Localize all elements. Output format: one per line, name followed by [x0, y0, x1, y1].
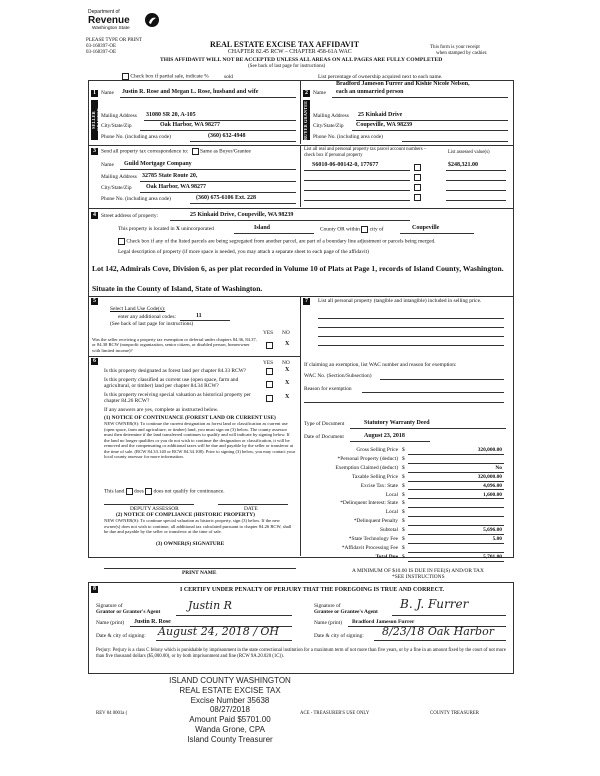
tax-row-dollar: $ [402, 518, 405, 525]
buyer-name-line2: each an unmarried person [336, 89, 404, 95]
partial-sale-label: Check box if partial sale, indicate % [130, 73, 209, 80]
parcel-header: List all real and personal property tax parcel account numbers – check box if personal property [304, 147, 427, 158]
section-7-number: 7 [305, 298, 308, 304]
tax-row-label: *Delinquent Interest: State [340, 500, 398, 507]
tax-row-dollar: $ [402, 447, 405, 453]
partial-sale-sold: sold [224, 73, 234, 80]
county-or-label: County OR within city of [320, 226, 384, 233]
notice-compliance-text: NEW OWNER(S): To continue special valuation as historic property, sign (3) below. If the new owner(s) does not wish to continue, all additional tax calculated pursuant to chapter 84.26 RCW, shall be due and payable by the seller or transferor at the time of sale. [104, 518, 292, 534]
dor-logo [88, 10, 160, 38]
tax-phone: (360) 675-6106 Ext. 228 [196, 195, 256, 201]
tax-city-label: City/State/Zip [101, 185, 132, 191]
tax-row-label: *Personal Property (deduct) [337, 455, 398, 462]
no-header-6: NO [282, 360, 290, 366]
assessed-value: $248,321.00 [448, 162, 478, 168]
seller-city: Oak Harbor, WA 98277 [160, 122, 221, 128]
exemption-yes-checkbox[interactable] [266, 342, 273, 349]
tax-row [304, 446, 504, 455]
stamp-line-7: Island County Treasurer [187, 734, 273, 744]
parcel-number: S6010-06-00142-0, 177677 [312, 162, 379, 168]
current-use-no-answer[interactable]: X [285, 380, 290, 386]
land-use-code: 11 [196, 313, 202, 319]
tax-row-label: Total Due [375, 553, 398, 560]
tax-row-value: 5.00 [492, 536, 502, 542]
forest-no-answer[interactable]: X [285, 367, 290, 373]
tax-row-label: Excise Tax: State [360, 482, 398, 489]
tax-row-dollar: $ [402, 491, 405, 498]
any-yes-note: If any answers are yes, complete as instructed below. [104, 407, 219, 413]
seller-mailing: 31080 SR 20, A-105 [146, 112, 196, 118]
buyer-phone-label: Phone No. (including area code) [313, 134, 383, 140]
land-does-checkbox[interactable] [126, 488, 133, 495]
tax-row [304, 535, 504, 544]
tax-name-label: Name [101, 162, 114, 168]
tax-row-value: 5,696.00 [483, 527, 502, 534]
grantee-sig-label1: Signature of [314, 603, 341, 609]
receipt-note-1: This form is your receipt [430, 45, 480, 50]
tax-row [304, 464, 504, 473]
perjury-note: Perjury: Perjury is a class C felony which is punishable by imprisonment in the state correctional institution for a maximum term of not more than five years, or by a fine in an amount fixed by the court of not more than five thousand dollars ($5,000.00), or by both imprisonment and fine (RCW 9A.20.020 (1C)). [96, 648, 506, 659]
tax-row [304, 526, 504, 535]
additional-codes-label: enter any additional codes: [118, 314, 176, 320]
tax-row [304, 508, 504, 517]
historic-no-answer[interactable]: X [285, 394, 290, 400]
yes-header-5: YES [263, 330, 274, 336]
seller-mailing-label: Mailing Address [101, 113, 137, 119]
current-use-question: Is this property classified as current use (open space, farm and agricultural, or timber) land per chapter 84.34 RCW? [104, 377, 239, 390]
tax-row-value: 5,701.00 [483, 553, 502, 560]
buyer-city-label: City/State/Zip [313, 123, 344, 129]
land-use-label: Select Land Use Code(s): [110, 306, 166, 312]
tax-row [304, 491, 504, 500]
within-city-checkbox[interactable] [361, 226, 368, 233]
grantor-sig-label1: Signature of [96, 603, 123, 609]
tax-name: Guild Mortgage Company [124, 161, 192, 167]
section-1-number: 1 [93, 90, 96, 96]
ownership-note: List percentage of ownership acquired next to each name. [318, 74, 443, 80]
land-use-see-back: (See back of last page for instructions) [110, 321, 194, 327]
tax-row-label: Gross Selling Price [356, 447, 398, 453]
tax-row-dollar: $ [402, 500, 405, 507]
tax-city: Oak Harbor, WA 98277 [146, 184, 207, 190]
grantor-name: Justin R. Rose [134, 619, 171, 625]
street-address: 25 Kinkaid Drive, Coupeville, WA 98239 [190, 212, 294, 218]
deputy-assessor-label: DEPUTY ASSESSOR [130, 506, 179, 512]
located-row: This property is located in X unincorporated [118, 226, 214, 232]
partial-sale-row [122, 73, 233, 80]
doc-date-label: Date of Document [304, 434, 344, 440]
buyer-city: Coupeville, WA 98239 [356, 122, 413, 128]
form-title: REAL ESTATE EXCISE TAX AFFIDAVIT [210, 40, 360, 49]
seller-phone-label: Phone No. (including area code) [101, 134, 171, 140]
street-label: Street address of property: [101, 213, 159, 219]
buyer-mailing-label: Mailing Address [313, 113, 349, 119]
stamp-line-2: REAL ESTATE EXCISE TAX [179, 685, 281, 695]
stamp-line-1: ISLAND COUNTY WASHINGTON [169, 676, 291, 685]
wac-label: WAC No. (Section/Subsection) [304, 373, 372, 379]
section-3-number: 3 [93, 148, 96, 154]
tax-row-value: No [495, 464, 502, 471]
form-code-2: 03-168397-OE [86, 50, 116, 55]
dor-state-label: Washington State [92, 26, 130, 31]
tax-phone-label: Phone No. (including area code) [101, 196, 171, 202]
certify-statement: I CERTIFY UNDER PENALTY OF PERJURY THAT THE FOREGOING IS TRUE AND CORRECT. [180, 587, 445, 593]
form-code-1: 03-168397-OE [86, 44, 116, 49]
notice-compliance-title: (2) NOTICE OF COMPLIANCE (HISTORIC PROPERTY) [116, 512, 255, 518]
this-land-row: This land does does not qualify for continuance. [104, 488, 225, 495]
tax-row [304, 473, 504, 482]
tax-row-value: 320,000.00 [477, 447, 502, 453]
tax-row-dollar: $ [402, 553, 405, 560]
current-use-yes-checkbox[interactable] [266, 381, 273, 388]
grantor-sig-label2: Grantor or Grantor's Agent [96, 609, 161, 615]
send-tax-text: Send all property tax correspondence to: [101, 148, 189, 155]
notice-continuance-title: (1) NOTICE OF CONTINUANCE (FOREST LAND OR CURRENT USE) [104, 415, 276, 421]
segregate-row [118, 238, 436, 245]
legal-description: Lot 142, Admirals Cove, Division 6, as per plat recorded in Volume 10 of Plats at Page 1, records of Island County, Washington. [92, 264, 504, 273]
section-6-number: 6 [93, 358, 96, 364]
rev-code: REV 84 0001a ( [96, 711, 128, 716]
tax-row-label: *Delinquent Penalty [353, 518, 398, 525]
notice-continuance-text: NEW OWNER(S): To continue the current designation as forest land or classification as current use (open space, farm and agriculture, or timber) land, you must sign on (3) below. The county assessor must then determine if the land transferred continues to qualify and will indicate by signing below. If the land no longer qualifies or you do not wish to continue the designation or classification, it will be removed and the compensating or additional taxes will be due and payable by the seller or transferor at the time of sale. (RCW 84.33.140 or RCW 84.34.108). Prior to signing (3) below, you may contact your local county assessor for more information. [104, 421, 296, 459]
tax-row-value: 320,000.00 [477, 473, 502, 480]
seller-name-label: Name [101, 90, 114, 96]
parcel-checkbox-4[interactable] [414, 194, 421, 201]
tax-row-dollar: $ [402, 527, 405, 534]
grantor-date-label: Date & city of signing: [96, 633, 146, 639]
partial-sale-checkbox[interactable] [122, 73, 129, 80]
print-name-label: PRINT NAME [182, 570, 217, 576]
seller-city-label: City/State/Zip [101, 123, 132, 129]
tax-row-dollar: $ [402, 464, 405, 471]
stamp-line-6: Wanda Grone, CPA [195, 724, 265, 734]
assessed-header: List assessed value(s) [448, 150, 490, 155]
legal-label: Legal description of property (if more space is needed, you may attach a separate sheet to each page of the affidavit) [118, 249, 369, 255]
send-tax-label [101, 148, 251, 155]
forest-question: Is this property designated as forest land per chapter 84.33 RCW? [104, 368, 247, 374]
segregate-checkbox[interactable] [118, 238, 125, 245]
date-label-6: DATE [244, 506, 258, 512]
grantor-signature[interactable]: Justin R [188, 599, 232, 612]
form-warning: THIS AFFIDAVIT WILL NOT BE ACCEPTED UNLESS ALL AREAS ON ALL PAGES ARE FULLY COMPLETED [160, 57, 443, 63]
seller-phone: (360) 632-4948 [208, 133, 246, 139]
stamp-line-3: Excise Number 35638 [190, 695, 270, 705]
section-2-number: 2 [305, 90, 308, 96]
no-header-5: NO [282, 330, 290, 336]
tax-mailing: 32785 State Route 20, [142, 173, 198, 179]
doc-date: August 23, 2018 [364, 433, 405, 439]
dor-revenue-label: Revenue [88, 15, 130, 26]
tax-row-dollar: $ [402, 482, 405, 489]
reason-label: Reason for exemption [304, 386, 352, 392]
tax-row [304, 544, 504, 553]
tax-row-label: Local [385, 509, 398, 516]
doc-type: Statutory Warranty Deed [364, 420, 430, 426]
buyer-grantee-label: BUYER GRANTEE [303, 100, 308, 140]
tax-row [304, 517, 504, 526]
section-4-number: 4 [93, 212, 96, 218]
buyer-name-label: Name [313, 90, 326, 96]
grantee-date-label: Date & city of signing: [314, 633, 364, 639]
grantor-date-city[interactable]: August 24, 2018 / OH [158, 625, 280, 638]
grantee-sig-label2: Grantee or Grantee's Agent [314, 609, 378, 615]
parcel-checkbox-1[interactable] [414, 164, 421, 171]
located-label: This property is located in [118, 226, 175, 232]
grantee-date-city[interactable]: 8/23/18 Oak Harbor [382, 625, 494, 638]
tax-row-label: *State Technology Fee [348, 536, 398, 542]
section-5-number: 5 [93, 298, 96, 304]
grantee-name-label: Name (print) [314, 620, 342, 626]
yes-header-6: YES [263, 360, 274, 366]
buyer-name-line1: Bradford Jameson Furrer and Kishie Nicole Nelson, [336, 81, 470, 87]
dor-dept-label: Department of [88, 9, 120, 15]
situate-text: Situate in the County of Island, State of Washington. [92, 284, 263, 293]
county-name: Island [254, 225, 271, 231]
treasurer-stamp [140, 676, 320, 744]
tax-row-dollar: $ [402, 473, 405, 480]
tax-row-label: Local [385, 491, 398, 498]
tax-row-dollar: $ [402, 536, 405, 542]
receipt-note-2: when stamped by cashier. [436, 51, 488, 56]
parcel-checkbox-3[interactable] [414, 184, 421, 191]
exemption-no-answer[interactable]: X [285, 341, 290, 347]
section-8-number: 8 [93, 586, 96, 592]
doc-type-label: Type of Document [304, 421, 345, 427]
segregate-note: Check box if any of the listed parcels are being segregated from another parcel, are part of a boundary line adjustment or parcels being merged. [126, 238, 436, 245]
dor-emblem-icon [144, 12, 160, 28]
tax-row [304, 553, 504, 562]
minimum-note: A MINIMUM OF $10.00 IS DUE IN FEE(S) AND/OR TAX [352, 568, 484, 574]
tax-table [304, 446, 504, 562]
unincorporated-label: unincorporated [181, 226, 214, 232]
parcel-checkbox-2[interactable] [414, 174, 421, 181]
stamp-line-4: 08/27/2018 [209, 705, 251, 715]
form-subtitle: CHAPTER 82.45 RCW – CHAPTER 458-61A WAC [228, 49, 352, 55]
personal-property-label: List all personal property (tangible and intangible) included in selling price. [318, 298, 482, 304]
seller-name: Justin R. Rose and Megan L. Rose, husband and wife [122, 89, 259, 95]
exemption-question: Was the seller receiving a property tax exemption or deferral under chapters 84.36, 84.37, or 84.38 RCW (nonprofit organization, senior citizen, or disabled person, homeowner with limited income)? [92, 337, 257, 353]
city-name: Coupeville [412, 225, 440, 231]
same-as-buyer-checkbox[interactable] [192, 148, 199, 155]
tax-row-label: Exemption Claimed (deduct) [335, 464, 398, 471]
see-back-note: (See back of last page for instructions) [248, 64, 326, 69]
tax-row-label: Taxable Selling Price [351, 473, 398, 480]
owner-signature-label: (3) OWNER(S) SIGNATURE [156, 541, 225, 547]
tax-row [304, 482, 504, 491]
see-instructions: *SEE INSTRUCTIONS [392, 574, 445, 580]
tax-row [304, 455, 504, 464]
grantor-name-label: Name (print) [96, 620, 124, 626]
same-as-buyer-label: Same as Buyer/Grantee [200, 148, 251, 155]
tax-row-label: *Affidavit Processing Fee [341, 544, 398, 551]
treasurer-use-label: ACE - TREASURER'S USE ONLY [300, 711, 370, 716]
grantee-signature[interactable]: B. J. Furrer [400, 597, 469, 611]
tax-mailing-label: Mailing Address [101, 174, 137, 180]
tax-row-label: Subtotal [380, 527, 398, 534]
historic-question: Is this property receiving special valuation as historical property per chapter 84.26 RCW? [104, 392, 251, 405]
tax-row-dollar: $ [402, 509, 405, 516]
print-note: PLEASE TYPE OR PRINT [86, 38, 142, 43]
land-does-not-checkbox[interactable] [145, 488, 152, 495]
grantee-name: Bradford Jameson Furrer [352, 619, 415, 625]
tax-row-dollar: $ [402, 455, 405, 462]
claim-exemption-note: If claiming an exemption, list WAC number and reason for exemption: [304, 362, 457, 368]
historic-yes-checkbox[interactable] [266, 395, 273, 402]
tax-row-dollar: $ [402, 544, 405, 551]
tax-row-value: 1,600.00 [483, 491, 502, 498]
tax-row [304, 499, 504, 508]
stamp-line-5: Amount Paid $5701.00 [189, 715, 271, 724]
forest-yes-checkbox[interactable] [266, 368, 273, 375]
seller-grantor-label: SELLER GRANTOR [91, 100, 98, 140]
county-treasurer-label: COUNTY TREASURER [430, 711, 479, 716]
buyer-mailing: 25 Kinkaid Drive [358, 112, 403, 118]
tax-row-value: 4,096.00 [483, 482, 502, 489]
